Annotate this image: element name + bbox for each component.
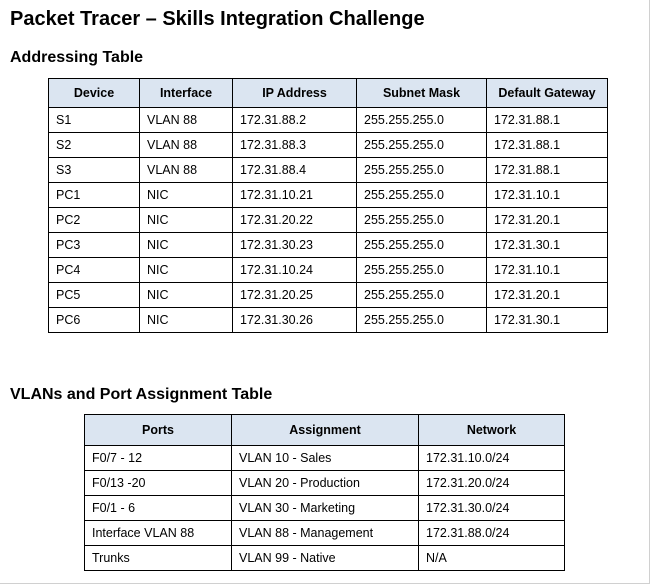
ip-address-cell: 172.31.20.22 xyxy=(233,208,357,233)
interface-cell: NIC xyxy=(140,283,233,308)
table-row xyxy=(85,446,565,471)
interface-cell: VLAN 88 xyxy=(140,108,233,133)
page-title: Packet Tracer – Skills Integration Challenge xyxy=(10,8,425,30)
default-gateway-cell: 172.31.10.1 xyxy=(487,258,608,283)
table-row xyxy=(85,546,565,571)
header-ports: Ports xyxy=(85,415,232,446)
interface-cell: VLAN 88 xyxy=(140,133,233,158)
header-ip-address: IP Address xyxy=(233,79,357,108)
subnet-mask-cell: 255.255.255.0 xyxy=(357,133,487,158)
header-subnet-mask: Subnet Mask xyxy=(357,79,487,108)
table-row xyxy=(85,521,565,546)
subnet-mask-cell: 255.255.255.0 xyxy=(357,258,487,283)
ip-address-cell: 172.31.88.4 xyxy=(233,158,357,183)
ip-address-cell: 172.31.10.24 xyxy=(233,258,357,283)
subnet-mask-cell: 255.255.255.0 xyxy=(357,208,487,233)
table-row xyxy=(49,183,608,208)
ports-cell: F0/7 - 12 xyxy=(85,446,232,471)
network-cell: 172.31.30.0/24 xyxy=(419,496,565,521)
ip-address-cell: 172.31.88.3 xyxy=(233,133,357,158)
ip-address-cell: 172.31.30.23 xyxy=(233,233,357,258)
header-interface: Interface xyxy=(140,79,233,108)
subnet-mask-cell: 255.255.255.0 xyxy=(357,158,487,183)
assignment-cell: VLAN 20 - Production xyxy=(232,471,419,496)
subnet-mask-cell: 255.255.255.0 xyxy=(357,233,487,258)
ip-address-cell: 172.31.10.21 xyxy=(233,183,357,208)
interface-cell: VLAN 88 xyxy=(140,158,233,183)
vlan-port-assignment-table xyxy=(84,414,565,571)
default-gateway-cell: 172.31.30.1 xyxy=(487,308,608,333)
device-cell: PC4 xyxy=(49,258,140,283)
network-cell: 172.31.10.0/24 xyxy=(419,446,565,471)
vlan-header-row xyxy=(85,415,565,446)
ports-cell: Interface VLAN 88 xyxy=(85,521,232,546)
table-row xyxy=(49,233,608,258)
device-cell: PC2 xyxy=(49,208,140,233)
ip-address-cell: 172.31.30.26 xyxy=(233,308,357,333)
addressing-table xyxy=(48,78,608,333)
interface-cell: NIC xyxy=(140,233,233,258)
header-network: Network xyxy=(419,415,565,446)
interface-cell: NIC xyxy=(140,258,233,283)
table-row xyxy=(49,258,608,283)
device-cell: PC5 xyxy=(49,283,140,308)
addressing-header-row xyxy=(49,79,608,108)
header-device: Device xyxy=(49,79,140,108)
ip-address-cell: 172.31.20.25 xyxy=(233,283,357,308)
interface-cell: NIC xyxy=(140,208,233,233)
header-default-gateway: Default Gateway xyxy=(487,79,608,108)
table-row xyxy=(85,471,565,496)
interface-cell: NIC xyxy=(140,308,233,333)
table-row xyxy=(49,208,608,233)
device-cell: S3 xyxy=(49,158,140,183)
table-row xyxy=(49,133,608,158)
default-gateway-cell: 172.31.88.1 xyxy=(487,108,608,133)
device-cell: PC1 xyxy=(49,183,140,208)
default-gateway-cell: 172.31.88.1 xyxy=(487,133,608,158)
table-row xyxy=(49,108,608,133)
vlan-table-heading: VLANs and Port Assignment Table xyxy=(10,386,273,403)
subnet-mask-cell: 255.255.255.0 xyxy=(357,108,487,133)
ports-cell: F0/13 -20 xyxy=(85,471,232,496)
device-cell: PC3 xyxy=(49,233,140,258)
network-cell: 172.31.88.0/24 xyxy=(419,521,565,546)
device-cell: PC6 xyxy=(49,308,140,333)
default-gateway-cell: 172.31.10.1 xyxy=(487,183,608,208)
table-row xyxy=(49,158,608,183)
default-gateway-cell: 172.31.20.1 xyxy=(487,208,608,233)
assignment-cell: VLAN 10 - Sales xyxy=(232,446,419,471)
ports-cell: F0/1 - 6 xyxy=(85,496,232,521)
assignment-cell: VLAN 30 - Marketing xyxy=(232,496,419,521)
subnet-mask-cell: 255.255.255.0 xyxy=(357,183,487,208)
default-gateway-cell: 172.31.88.1 xyxy=(487,158,608,183)
ports-cell: Trunks xyxy=(85,546,232,571)
default-gateway-cell: 172.31.20.1 xyxy=(487,283,608,308)
assignment-cell: VLAN 88 - Management xyxy=(232,521,419,546)
assignment-cell: VLAN 99 - Native xyxy=(232,546,419,571)
subnet-mask-cell: 255.255.255.0 xyxy=(357,283,487,308)
table-row xyxy=(49,283,608,308)
table-row xyxy=(85,496,565,521)
subnet-mask-cell: 255.255.255.0 xyxy=(357,308,487,333)
device-cell: S1 xyxy=(49,108,140,133)
addressing-table-heading: Addressing Table xyxy=(10,49,144,66)
interface-cell: NIC xyxy=(140,183,233,208)
device-cell: S2 xyxy=(49,133,140,158)
header-assignment: Assignment xyxy=(232,415,419,446)
default-gateway-cell: 172.31.30.1 xyxy=(487,233,608,258)
table-row xyxy=(49,308,608,333)
network-cell: 172.31.20.0/24 xyxy=(419,471,565,496)
network-cell: N/A xyxy=(419,546,565,571)
ip-address-cell: 172.31.88.2 xyxy=(233,108,357,133)
